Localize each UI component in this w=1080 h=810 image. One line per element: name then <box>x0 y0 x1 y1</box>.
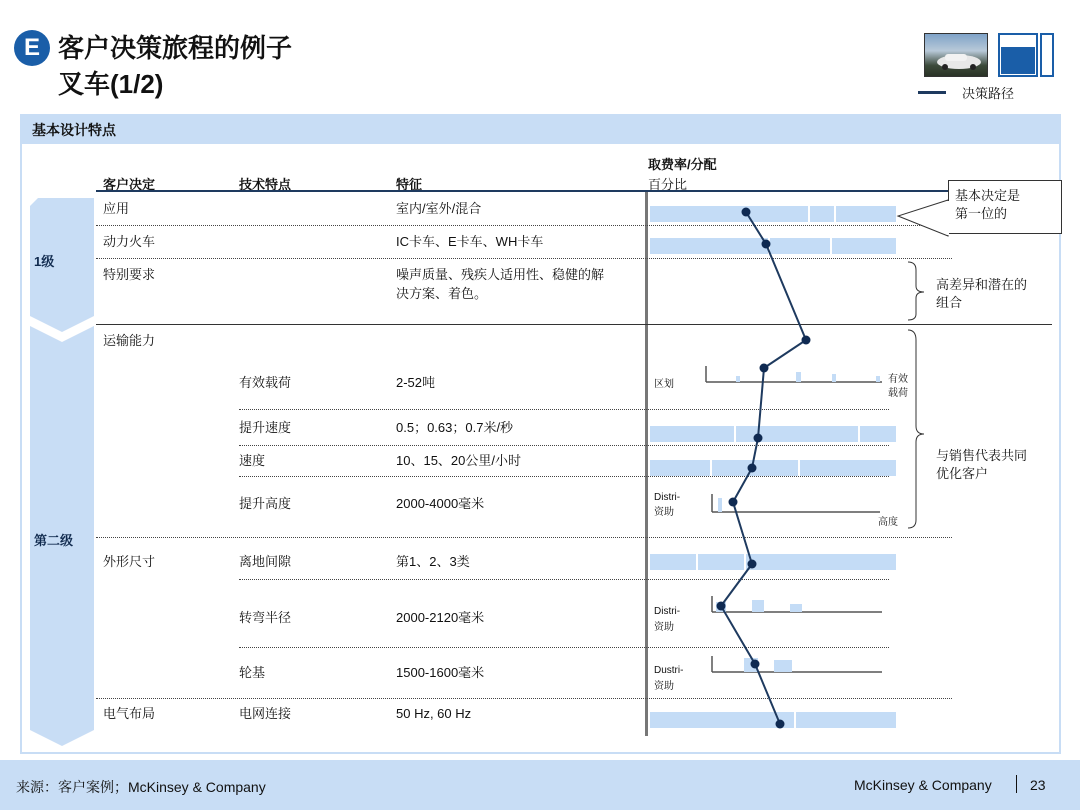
turning-distri-label-2: 资助 <box>654 622 674 633</box>
row-payload-feature: 2-52吨 <box>396 375 436 390</box>
turning-distri-label-1: Distri- <box>654 606 681 617</box>
row-turning-feature: 2000-2120毫米 <box>396 610 485 625</box>
footer-separator <box>1016 775 1017 793</box>
row-lift-speed-tech: 提升速度 <box>239 420 292 435</box>
row-clearance-feature: 第1、2、3类 <box>396 554 470 569</box>
panel-header <box>20 114 1061 144</box>
row-lift-height-feature: 2000-4000毫米 <box>396 496 485 511</box>
row-powertrain-feature: IC卡车、E卡车、WH卡车 <box>396 234 544 249</box>
decision-point <box>751 660 760 669</box>
row-dimensions-decision: 外形尺寸 <box>103 554 156 569</box>
panel-title: 基本设计特点 <box>32 122 116 138</box>
note-optimize-line1: 与销售代表共同 <box>936 448 1028 463</box>
row-special-feature-line2: 决方案、着色。 <box>396 286 488 301</box>
share-bar-speed <box>650 460 896 476</box>
decision-path-legend-label: 决策路径 <box>962 86 1015 101</box>
share-bar-powertrain <box>650 238 896 254</box>
level-arrows <box>30 198 94 748</box>
row-electrical-feature: 50 Hz, 60 Hz <box>396 706 472 721</box>
row-special-decision: 特别要求 <box>103 267 156 282</box>
row-turning-tech: 转弯半径 <box>239 610 292 625</box>
row-speed-feature: 10、15、20公里/小时 <box>396 453 521 468</box>
callout-text-line1: 基本决定是 <box>955 188 1021 203</box>
share-visuals <box>648 192 898 740</box>
share-bar-clearance <box>650 554 896 570</box>
col-header-feature: 特征 <box>396 177 423 192</box>
row-wheelbase-tech: 轮基 <box>239 665 266 680</box>
row-payload-tech: 有效载荷 <box>239 375 292 390</box>
col-header-decision: 客户决定 <box>103 177 156 192</box>
decision-point <box>717 602 726 611</box>
row-application-decision: 应用 <box>103 201 130 216</box>
share-bar-electrical <box>650 712 896 728</box>
decision-point <box>748 464 757 473</box>
callout-pointer <box>896 196 952 240</box>
level-1-label: 1级 <box>34 254 55 269</box>
lift-height-distri-label-1: Distri- <box>654 492 681 503</box>
share-bar-application <box>650 206 896 222</box>
col-header-tech: 技术特点 <box>239 177 292 192</box>
row-lift-speed-feature: 0.5；0.63；0.7米/秒 <box>396 420 514 435</box>
decision-point <box>729 498 738 507</box>
payload-axis-label-2: 载荷 <box>888 388 908 399</box>
col-header-share-title: 取费率/分配 <box>648 157 717 172</box>
row-powertrain-decision: 动力火车 <box>103 234 156 249</box>
row-speed-tech: 速度 <box>239 453 266 468</box>
row-electrical-tech: 电网连接 <box>239 706 292 721</box>
row-lift-height-tech: 提升高度 <box>239 496 292 511</box>
footer-source: 来源：客户案例；McKinsey & Company <box>16 779 266 795</box>
wheelbase-dustri-label-1: Dustri- <box>654 665 684 676</box>
payload-distribution-label: 区划 <box>654 379 674 390</box>
decision-point <box>760 364 769 373</box>
page-number: 23 <box>1030 777 1046 793</box>
note-diff-line2: 组合 <box>936 295 963 310</box>
row-special-feature-line1: 噪声质量、残疾人适用性、稳健的解 <box>396 267 605 282</box>
decision-point <box>748 560 757 569</box>
decision-point <box>802 336 811 345</box>
forklift-photo-thumbnail <box>924 33 988 77</box>
note-diff-line1: 高差异和潜在的 <box>936 277 1028 292</box>
payload-axis-label-1: 有效 <box>888 374 908 385</box>
lift-height-axis-label: 高度 <box>878 517 898 528</box>
callout-text-line2: 第一位的 <box>955 206 1008 221</box>
lift-height-distri-label-2: 资助 <box>654 507 674 518</box>
progress-tracker-icon <box>998 33 1054 77</box>
page-title: 客户决策旅程的例子 <box>58 33 293 63</box>
level-2-label: 第二级 <box>34 533 74 548</box>
decision-point <box>762 240 771 249</box>
col-header-share-unit: 百分比 <box>648 177 688 192</box>
decision-point <box>754 434 763 443</box>
row-wheelbase-feature: 1500-1600毫米 <box>396 665 485 680</box>
decision-point <box>776 720 785 729</box>
row-application-feature: 室内/室外/混合 <box>396 201 482 216</box>
wheelbase-distri-label-2: 资助 <box>654 681 674 692</box>
car-image-icon <box>925 34 988 77</box>
row-clearance-tech: 离地间隙 <box>239 554 292 569</box>
footer-company: McKinsey & Company <box>854 777 992 793</box>
callout-basic-decision <box>948 180 1062 234</box>
row-transport-decision: 运输能力 <box>103 333 156 348</box>
decision-path-legend-line <box>918 91 946 94</box>
row-electrical-decision: 电气布局 <box>103 706 156 721</box>
decision-point <box>742 208 751 217</box>
page-subtitle: 叉车(1/2) <box>58 69 164 99</box>
group-brackets <box>904 258 934 548</box>
note-optimize-line2: 优化客户 <box>936 466 989 481</box>
section-badge: E <box>14 30 50 66</box>
